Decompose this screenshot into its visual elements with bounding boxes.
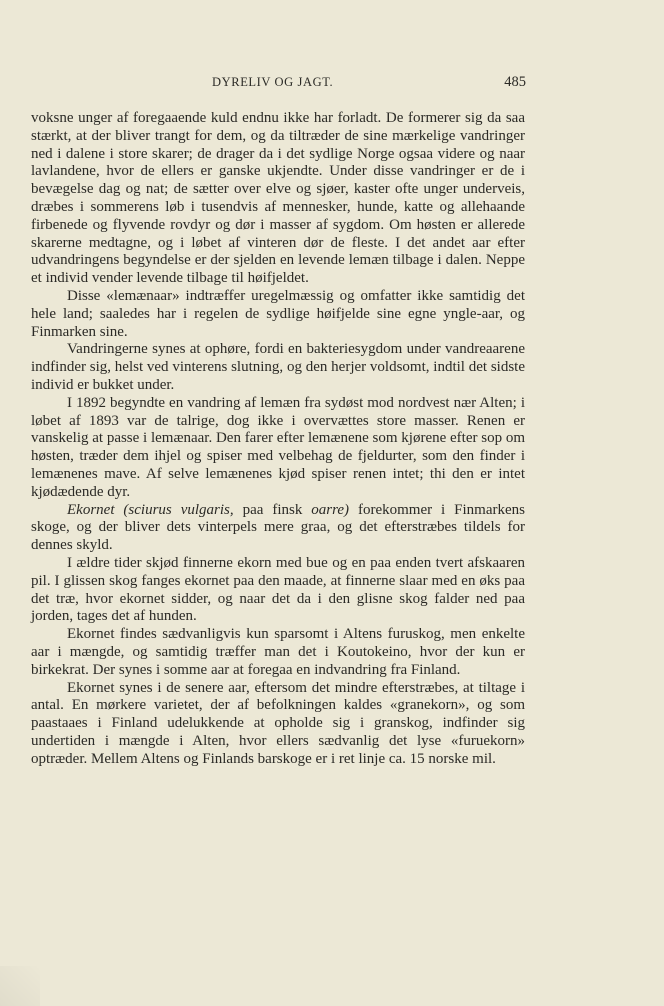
paragraph-text: paa finsk <box>233 501 312 518</box>
paragraph-ekornet-intro <box>31 502 525 555</box>
page-number: 485 <box>504 74 526 90</box>
paragraph: I ældre tider skjød finnerne ekorn med bue og en paa enden tvert afskaaren pil. I glissen skog fanges ekornet paa den maade, at finnerne slaar med en øks paa det træ, hvor ekornet sidder, og naar det da i den glisne skog falder ned paa jorden, tages det af hunden. <box>31 554 525 625</box>
running-title: DYRELIV OG JAGT. <box>212 75 334 89</box>
paragraph: Ekornet synes i de senere aar, eftersom det mindre efterstræbes, at tiltage i antal. En mørkere varietet, der af befolkningen kaldes «granekorn», og som paastaaes i Finland udelukkende at opholde sig i granskog, indfinder sig undertiden i mængde i Alten, hvor ellers sædvanlig det lyse «furuekorn» optræder. Mellem Altens og Finlands barskoge er i ret linje ca. 15 norske mil. <box>31 679 525 767</box>
paragraph: Ekornet findes sædvanligvis kun sparsomt i Altens furuskog, men enkelte aar i mængde, og samtidig træffer man det i Koutokeino, hvor der kun er birkekrat. Der synes i somme aar at foregaa en indvandring fra Finland. <box>31 626 525 678</box>
paragraph: voksne unger af foregaaende kuld endnu ikke har forladt. De formerer sig da saa stærkt, at der bliver trangt for dem, og da tiltræder de sine mærkelige vandringer ned i dalene i store skarer; de drager da i det sydlige Norge ogsaa videre og naar lavlandene, hvor de ellers er ganske ukjendte. Under disse vandringer er de i bevægelse dag og nat; de sætter over elve og sjøer, kaster ofte unger underveis, dræbes i sommerens løb i tusendvis af mennesker, hunde, katte og allehaande firbenede og flyvende rovdyr og dør i masser af sygdom. Om høsten er allerede skarerne medtagne, og i løbet af vinteren dør de fleste. I det andet aar efter udvandringens begyndelse er der sjelden en levende lemæn tilbage i dalen. Neppe et individ vender levende tilbage til høifjeldet. <box>31 110 525 287</box>
finnish-name: oarre) <box>311 501 350 518</box>
body-text <box>31 110 525 768</box>
species-name: Ekornet (sciurus vulgaris, <box>67 501 234 518</box>
paragraph-text: forekommer i Finmarkens skoge, og der bliver dets vinterpels mere graa, og det efterstræbes tildels for dennes skyld. <box>31 501 525 554</box>
page-edge-shadow <box>0 966 40 1006</box>
paragraph: Vandringerne synes at ophøre, fordi en bakteriesygdom under vandreaarene indfinder sig, helst ved vinterens slutning, og den herjer voldsomt, indtil det sidste individ er bukket under. <box>31 341 525 393</box>
paragraph: Disse «lemænaar» indtræffer uregelmæssig og omfatter ikke samtidig det hele land; saaledes har i regelen de sydlige høifjelde sine egne yngle-aar, og Finmarken sine. <box>31 287 525 340</box>
page-header <box>212 75 526 93</box>
paragraph: I 1892 begyndte en vandring af lemæn fra sydøst mod nordvest nær Alten; i løbet af 1893 var de talrige, dog ikke i overvættes store masser. Renen er vanskelig at passe i lemænaar. Den farer efter lemænene som kjørene efter sop om høsten, træder dem ihjel og spiser med velbehag de fjeldurter, som den finder i lemænenes mave. Af selve lemænenes kjød spiser renen intet; thi den er intet kjødædende dyr. <box>31 394 525 500</box>
